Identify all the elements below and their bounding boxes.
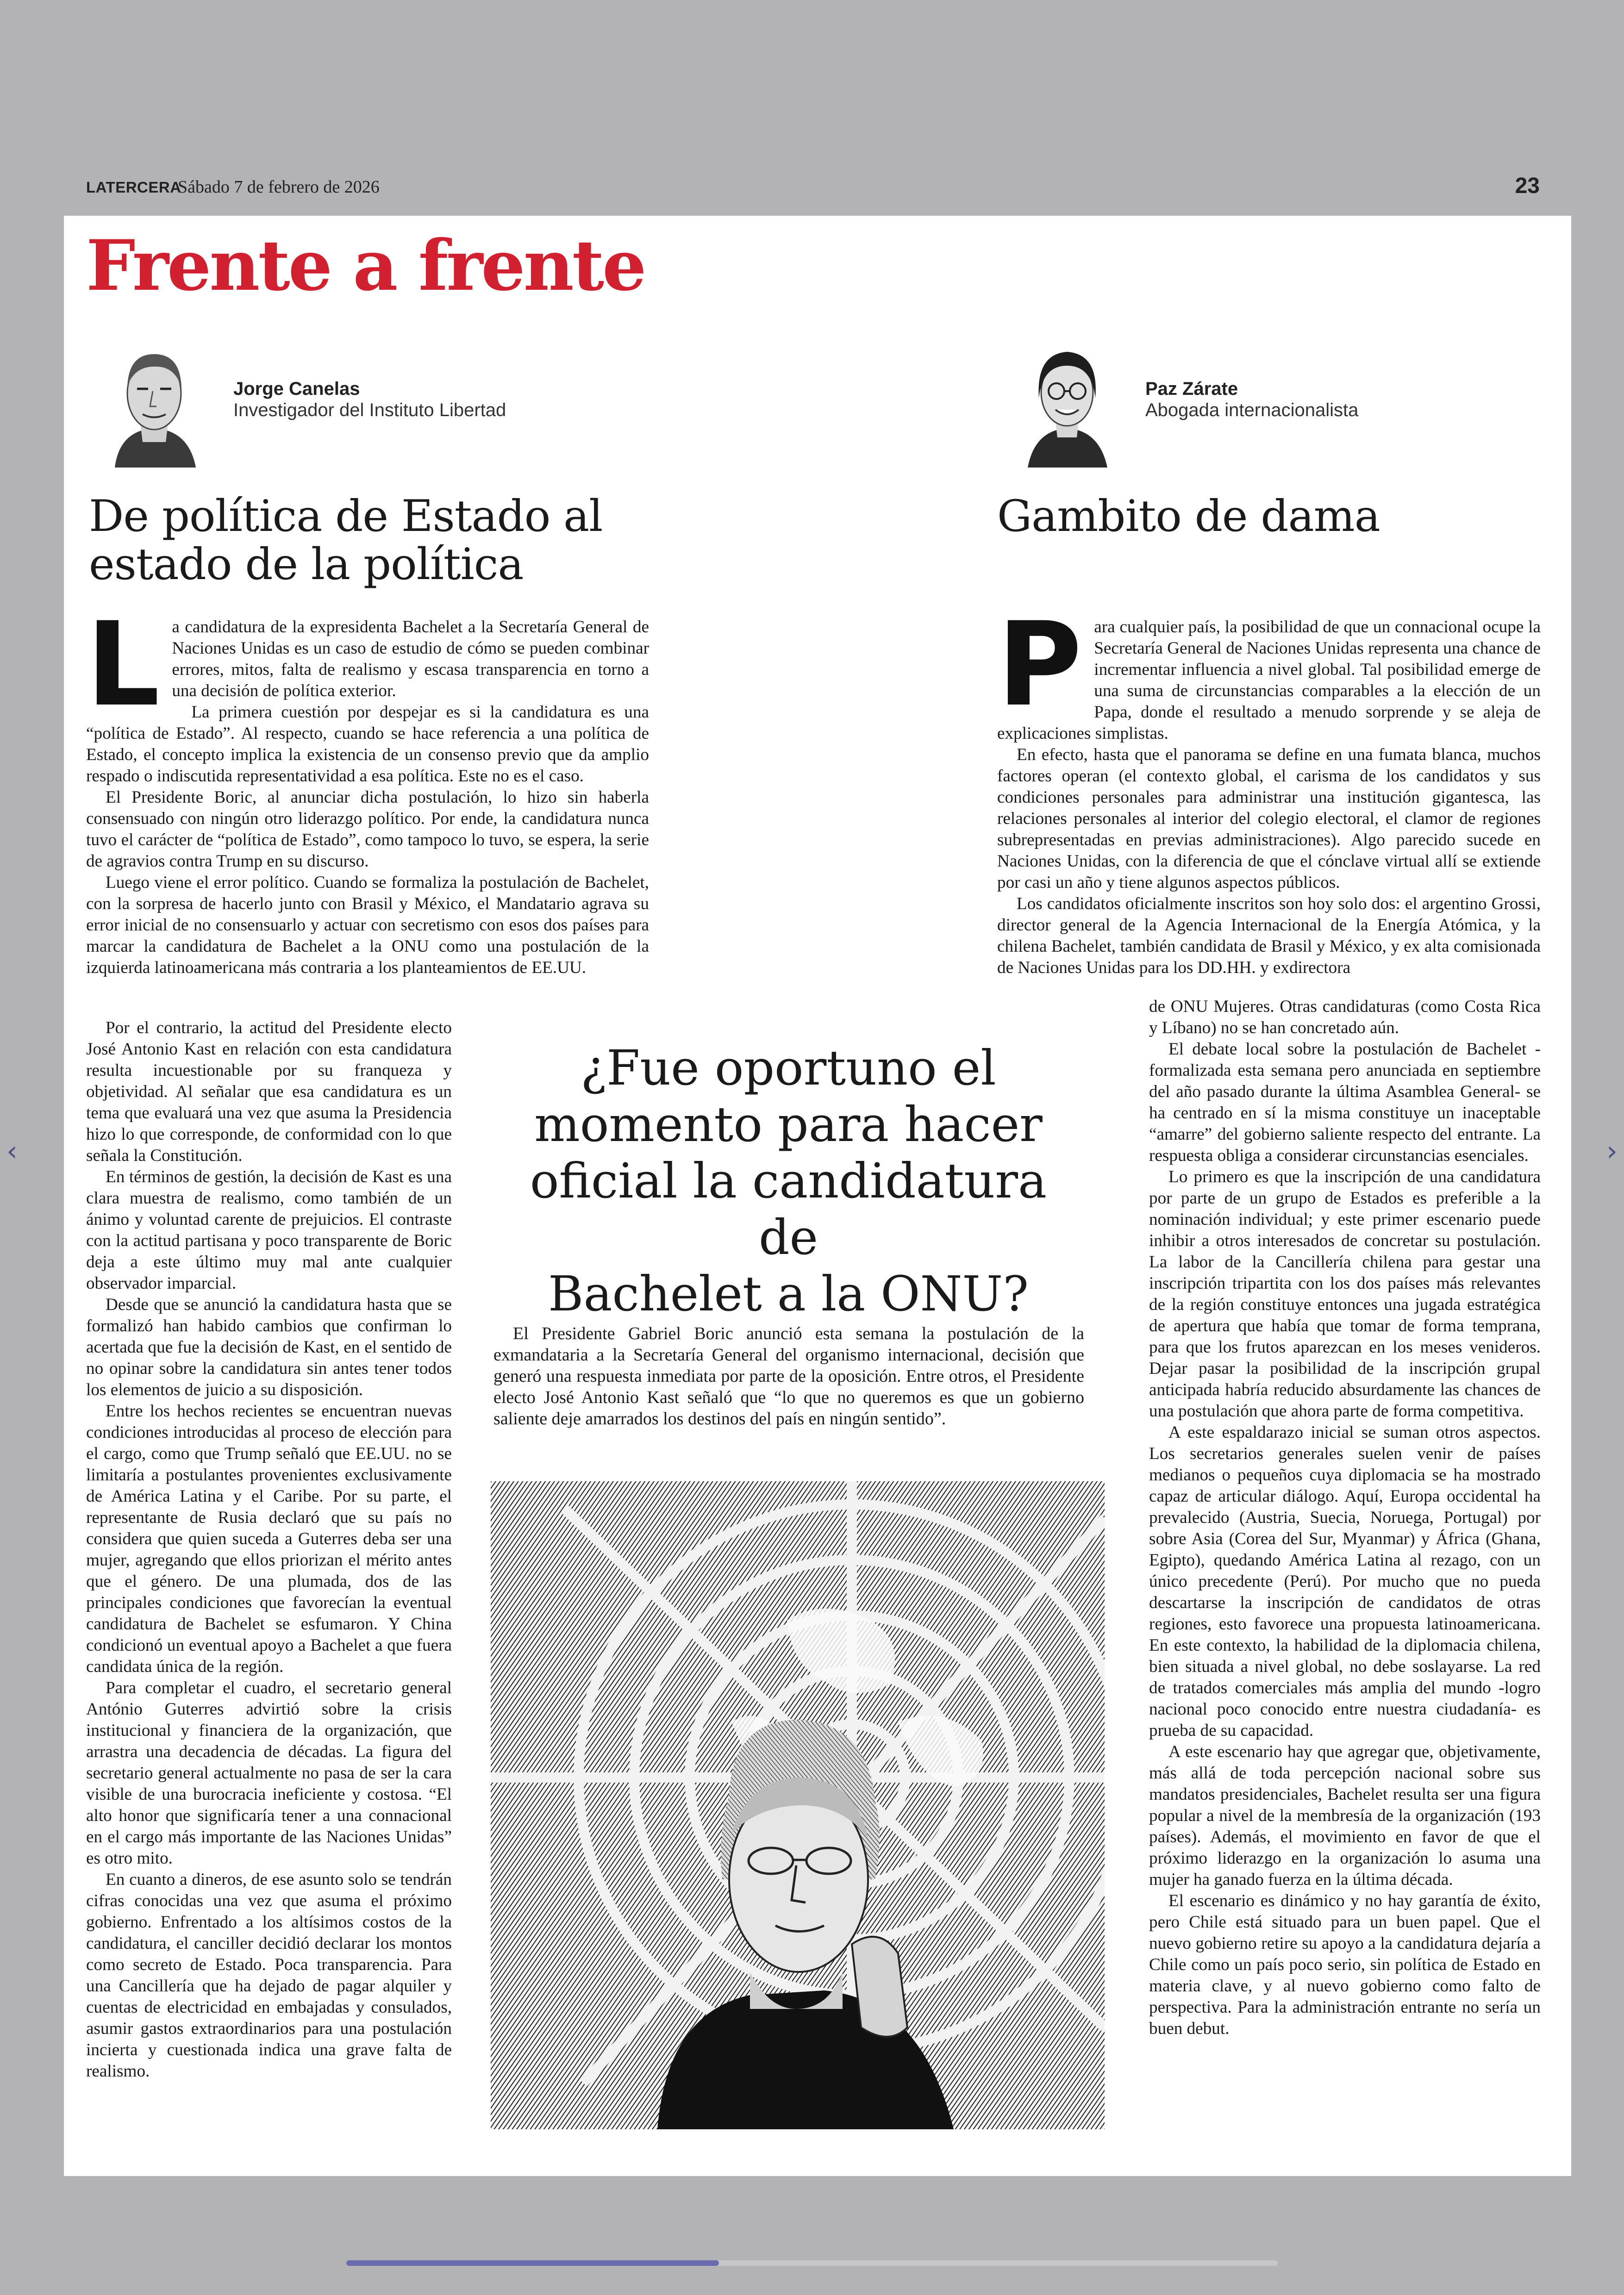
right-paragraph-5: Lo primero es que la inscripción de una candidatura por parte de un grupo de Estados es preferible a la nominación individual; y este primer escenario puede inhibir a otros interesados de concretar su postulación. La labor de la Cancillería chilena para gestar una inscripción tripartita con los dos países más relevantes de la región constituye entonces una jugada estratégica de apertura que había que tomar de forma temprana, para que los frutos aparezcan en los meses venideros. Dejar pasar la posibilidad de la inscripción grupal anticipada habría reducido absurdamente las chances de una postulación que ahora parte de forma competitiva.: [1149, 1167, 1541, 1421]
newspaper-page: [64, 216, 1571, 2176]
author-role-right: Abogada internacionalista: [1145, 400, 1359, 420]
author-name-right: Paz Zárate: [1145, 379, 1238, 399]
right-paragraph-6: A este espaldarazo inicial se suman otros aspectos. Los secretarios generales suelen venir de países medianos o pequeños cuya diplomacia se ha mostrado capaz de articular diálogo. Aquí, Europa occidental ha prevalecido (Austria, Suecia, Noruega, Portugal) por sobre Asia (Corea del Sur, Myanmar) y África (Ghana, Egipto), quedando América Latina al rezago, con un único precedente (Perú). Por mucho que no pueda descartarse la inscripción de candidatos de otras regiones, esto favorece una propuesta latinoamericana. En este contexto, la habilidad de la diplomacia chilena, bien situada a nivel global, no debe soslayarse. La red de tratados comerciales más amplia del mundo -logro nacional poco conocido entre nuestra ciudadanía- es prueba de su capacidad.: [1149, 1423, 1541, 1740]
dropcap-right: P: [997, 597, 1082, 732]
bachelet-un-emblem-photo: [491, 1481, 1105, 2129]
left-paragraph-5: Por el contrario, la actitud del Presidente electo José Antonio Kast en relación con esta candidatura resulta incuestionable por su franqueza y objetividad. Al señalar que esa candidatura es un tema que evaluará una vez que asuma la Presidencia hizo lo que corresponde, de conformidad con lo que señala la Constitución.: [86, 1018, 452, 1165]
newspaper-brand: LATERCERA: [86, 179, 181, 196]
issue-date: Sábado 7 de febrero de 2026: [178, 177, 380, 197]
question-line-1: ¿Fue oportuno el: [581, 1040, 996, 1096]
prev-page-icon[interactable]: ‹: [6, 1135, 18, 1167]
question-line-4: Bachelet a la ONU?: [548, 1266, 1029, 1322]
next-page-icon[interactable]: ›: [1606, 1135, 1618, 1167]
article-title-right: Gambito de dama: [997, 491, 1380, 542]
right-paragraph-8: El escenario es dinámico y no hay garantía de éxito, pero Chile está situado para un buen papel. Que el nuevo gobierno retire su apoyo a la candidatura dejaría a Chile como un país poco serio, sin política de Estado en materia clave, y al nuevo gobierno como falto de perspectiva. Para la administración entrante no sería un buen debut.: [1149, 1891, 1541, 2038]
debate-lead-text: El Presidente Gabriel Boric anunció esta semana la postulación de la exmandataria a la Secretaría General del organismo internacional, decisión que generó una respuesta inmediata por parte de la oposición. Entre otros, el Presidente electo José Antonio Kast señaló que “lo que no queremos es que un gobierno saliente deje amarrados los destinos del país en ningún sentido”.: [493, 1324, 1084, 1428]
debate-question: [494, 1040, 1082, 1322]
author-name-left: Jorge Canelas: [233, 379, 360, 399]
author-portrait-left: [96, 333, 212, 468]
left-paragraph-8: Entre los hechos recientes se encuentran nuevas condiciones introducidas al proceso de elección para el cargo, como que Trump señaló que EE.UU. no se limitaría a postulantes provenientes exclusivamente de América Latina y el Caribe. Por su parte, el representante de Rusia declaró que su país no considera que quien suceda a Guterres deba ser una mujer, agregando que ellos priorizan el mérito antes que el género. De una plumada, dos de las principales condiciones que favorecían la eventual candidatura de Bachelet se esfumaron. Y China condicionó un eventual apoyo a Bachelet a que fuera candidata única de la región.: [86, 1402, 452, 1676]
left-paragraph-6: En términos de gestión, la decisión de Kast es una clara muestra de realismo, como también de un ánimo y voluntad carente de prejuicios. El contraste con la actitud partisana y poco transparente de Boric deja a este último muy mal ante cualquier observador imparcial.: [86, 1167, 452, 1293]
right-paragraph-1: ara cualquier país, la posibilidad de que un connacional ocupe la Secretaría General de Naciones Unidas representa una chance de incrementar influencia a nivel global. Tal posibilidad emerge de una suma de circunstancias comparables a la elección de un Papa, donde el resultado a menudo sorprende y se aleja de explicaciones simplistas.: [997, 617, 1541, 743]
left-article-intro: [86, 597, 649, 979]
right-paragraph-3a: Los candidatos oficialmente inscritos son hoy solo dos: el argentino Grossi, director general de la Agencia Internacional de la Energía Atómica, y la chilena Bachelet, también candidata de Brasil y México, y ex alta comisionada de Naciones Unidas para los DD.HH. y exdirectora: [997, 894, 1541, 977]
left-paragraph-10: En cuanto a dineros, de ese asunto solo se tendrán cifras conocidas una vez que asuma el próximo gobierno. Enfrentado a los altísimos costos de la candidatura, el canciller decidió declarar los montos como secreto de Estado. Poca transparencia. Para una Cancillería que ha dejado de pagar alquiler y cuentas de electricidad en embajadas y consulados, asumir gastos extraordinarios para una postulación incierta y cuestionada indica una grave falta de realismo.: [86, 1870, 452, 2081]
left-paragraph-9: Para completar el cuadro, el secretario general António Guterres advirtió sobre la crisis institucional y financiera de la organización, que arrastra una decadencia de décadas. La figura del secretario general actualmente no pasa de ser la cara visible de una burocracia ineficiente y costosa. “El alto honor que significaría tener a una connacional en el cargo más importante de las Naciones Unidas” es otro mito.: [86, 1678, 452, 1868]
left-paragraph-2: La primera cuestión por despejar es si la candidatura es una “política de Estado”. Al respecto, cuando se hace referencia a una política de Estado, el concepto implica la existencia de un consenso previo que da amplio respado o indiscutida representatividad a esa política. Este no es el caso.: [86, 703, 649, 786]
viewer-scroll-thumb[interactable]: [346, 2260, 719, 2266]
author-portrait-right: [1009, 333, 1125, 468]
article-title-left-line1: De política de Estado al: [89, 491, 603, 542]
article-title-left-line2: estado de la política: [89, 539, 524, 590]
left-article-body: [86, 1017, 452, 2082]
right-paragraph-7: A este escenario hay que agregar que, objetivamente, más allá de toda percepción nacional sobre sus mandatos presidenciales, Bachelet resulta ser una figura popular a nivel de la membresía de la organización (193 países). Además, el movimiento en favor de que el próximo liderazgo en la organización lo asuma una mujer ha ganado fuerza en la última década.: [1149, 1742, 1541, 1889]
dropcap-left: L: [86, 597, 160, 732]
article-title-left: [89, 493, 681, 589]
right-paragraph-4: El debate local sobre la postulación de Bachelet -formalizada esta semana pero anunciada en septiembre del año pasado durante la última Asamblea General- se ha centrado en sí la misma constituye un inaceptable “amarre” del gobierno saliente respecto del entrante. La respuesta obliga a considerar circunstancias esenciales.: [1149, 1040, 1541, 1165]
left-paragraph-3: El Presidente Boric, al anunciar dicha postulación, lo hizo sin haberla consensuado con ningún otro liderazgo político. Por ende, la candidatura nunca tuvo el carácter de “política de Estado”, como tampoco lo tuvo, se espera, la serie de agravios contra Trump en su discurso.: [86, 788, 649, 871]
right-article-intro: [997, 597, 1541, 979]
left-paragraph-1: a candidatura de la expresidenta Bachelet a la Secretaría General de Naciones Unidas es un caso de estudio de cómo se pueden combinar errores, mitos, falta de realismo y escasa transparencia en torno a una decisión de política exterior.: [172, 617, 649, 700]
page-number: 23: [1515, 174, 1540, 198]
question-line-3: oficial la candidatura de: [530, 1153, 1047, 1266]
viewer-scrollbar[interactable]: [346, 2260, 1278, 2266]
section-title: Frente a frente: [86, 225, 645, 306]
right-paragraph-3b: de ONU Mujeres. Otras candidaturas (como Costa Rica y Líbano) no se han concretado aún.: [1149, 997, 1541, 1037]
right-paragraph-2: En efecto, hasta que el panorama se define en una fumata blanca, muchos factores operan (el contexto global, el carisma de los candidatos y sus condiciones personales para administrar una institución gigantesca, las relaciones personales al interior del colegio electoral, el clamor de regiones subrepresentadas en previas administraciones). Algo parecido sucede en Naciones Unidas, con la diferencia de que el cónclave virtual allí se extiende por casi un año y tiene algunos aspectos públicos.: [997, 745, 1541, 892]
question-line-2: momento para hacer: [534, 1096, 1043, 1153]
right-article-body: [1149, 996, 1541, 2039]
left-paragraph-4: Luego viene el error político. Cuando se formaliza la postulación de Bachelet, con la sorpresa de hacerlo junto con Brasil y México, el Mandatario agrava su error inicial de no consensuarlo y actuar con secretismo con esos dos países para marcar la candidatura de Bachelet a la ONU como una postulación de la izquierda latinoamericana más contraria a los planteamientos de EE.UU.: [86, 873, 649, 977]
left-paragraph-7: Desde que se anunció la candidatura hasta que se formalizó han habido cambios que confirman lo acertada que fue la decisión de Kast, en el sentido de no opinar sobre la candidatura sin antes tener todos los elementos de juicio a su disposición.: [86, 1295, 452, 1399]
page-header: [86, 176, 1540, 204]
author-role-left: Investigador del Instituto Libertad: [233, 400, 506, 420]
